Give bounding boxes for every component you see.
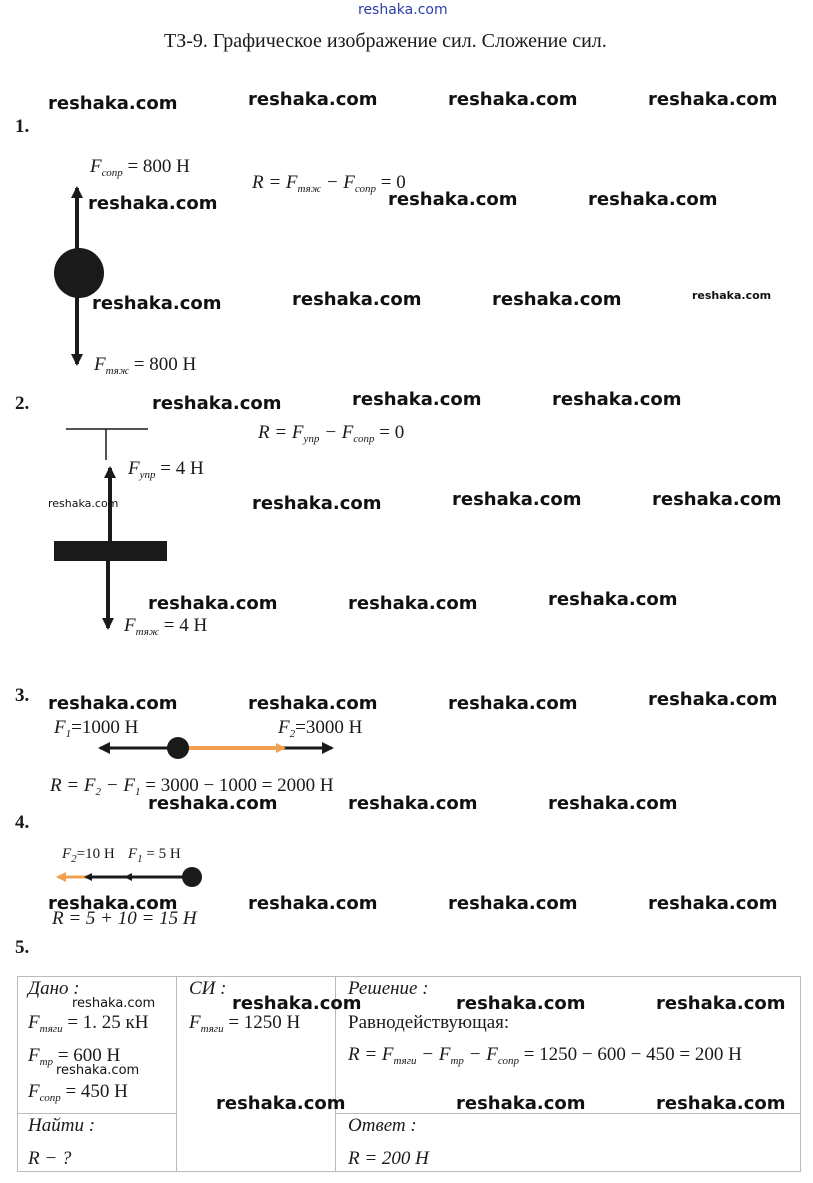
watermark: reshaka.com [692, 289, 772, 302]
task5-number: 5. [15, 937, 30, 958]
task3-diagram [100, 737, 332, 759]
solution-text: Равнодействующая: [348, 1012, 510, 1033]
watermark: reshaka.com [456, 993, 586, 1014]
task3-equation: $R = F_2 - F_1 = 3000 - 1000 = 2000$ Н [50, 775, 334, 798]
task2-force-top: $F_{упр} = 4$ Н [128, 458, 204, 481]
watermark: reshaka.com [292, 289, 422, 310]
watermark: reshaka.com [492, 289, 622, 310]
watermark: reshaka.com [48, 497, 119, 510]
answer-heading: Ответ : [348, 1115, 417, 1136]
page-title: ТЗ-9. Графическое изображение сил. Сложение сил. [164, 30, 607, 52]
watermark: reshaka.com [548, 589, 678, 610]
watermark: reshaka.com [248, 893, 378, 914]
given-resistance: $F_{сопр} = 450$ Н [28, 1081, 128, 1104]
task4-number: 4. [15, 812, 30, 833]
task2-force-bottom: $F_{тяж} = 4$ Н [124, 615, 208, 638]
watermark: reshaka.com [252, 493, 382, 514]
watermark: reshaka.com [248, 693, 378, 714]
watermark: reshaka.com [448, 89, 578, 110]
watermark: reshaka.com [352, 389, 482, 410]
task4-ball [182, 867, 202, 887]
task2-equation: $R = F_{упр} - F_{сопр} = 0$ [258, 422, 405, 445]
si-heading: СИ : [189, 978, 227, 999]
watermark: reshaka.com [656, 1093, 786, 1114]
watermark: reshaka.com [348, 593, 478, 614]
watermark: reshaka.com [456, 1093, 586, 1114]
given-heading: Дано : [28, 978, 80, 999]
watermark: reshaka.com [652, 489, 782, 510]
given-traction: $F_{тяги} = 1$. 25 кН [28, 1012, 149, 1035]
watermark: reshaka.com [48, 693, 178, 714]
task1-force-top: $F_{сопр} = 800$ Н [90, 156, 190, 179]
solution-equation: $R = F_{тяги} - F_{тр} - F_{сопр} = 1250 - 600 - 450 = 200$ Н [348, 1044, 742, 1067]
watermark: reshaka.com [452, 489, 582, 510]
task3-force2: $F_2=3000$ Н [278, 717, 363, 740]
watermark: reshaka.com [72, 996, 156, 1011]
task3-force1: $F_1=1000$ Н [54, 717, 139, 740]
watermark: reshaka.com [656, 993, 786, 1014]
watermark: reshaka.com [648, 893, 778, 914]
task4-force1: $F_1 = 5$ Н [128, 846, 181, 865]
site-header-watermark[interactable]: reshaka.com [358, 2, 448, 18]
task1-number: 1. [15, 116, 30, 137]
task3-ball [167, 737, 189, 759]
watermark: reshaka.com [48, 93, 178, 114]
task2-number: 2. [15, 393, 30, 414]
task4-diagram [58, 867, 202, 887]
si-traction: $F_{тяги} = 1250$ Н [189, 1012, 301, 1035]
watermark: reshaka.com [388, 189, 518, 210]
watermark: reshaka.com [648, 689, 778, 710]
solution-heading: Решение : [348, 978, 429, 999]
watermark: reshaka.com [648, 89, 778, 110]
watermark: reshaka.com [448, 893, 578, 914]
watermark: reshaka.com [216, 1093, 346, 1114]
watermark: reshaka.com [348, 793, 478, 814]
watermark: reshaka.com [588, 189, 718, 210]
watermark: reshaka.com [56, 1063, 140, 1078]
task1-ball [54, 248, 104, 298]
watermark: reshaka.com [548, 793, 678, 814]
task1-diagram [54, 188, 104, 364]
task4-force2: $F_2=10$ Н [62, 846, 115, 865]
task1-equation: $R = F_{тяж} - F_{сопр} = 0$ [252, 172, 406, 195]
watermark: reshaka.com [232, 993, 362, 1014]
watermark: reshaka.com [152, 393, 282, 414]
answer-value: R = 200 Н [348, 1148, 429, 1169]
watermark: reshaka.com [448, 693, 578, 714]
find-heading: Найти : [28, 1115, 96, 1136]
task3-number: 3. [15, 685, 30, 706]
watermark: reshaka.com [88, 193, 218, 214]
task2-body [54, 541, 167, 561]
watermark: reshaka.com [48, 893, 178, 914]
watermark: reshaka.com [148, 793, 278, 814]
task4-equation: R = 5 + 10 = 15 Н [52, 908, 197, 929]
watermark: reshaka.com [248, 89, 378, 110]
task1-force-bottom: $F_{тяж} = 800$ Н [94, 354, 197, 377]
find-value: R − ? [28, 1148, 72, 1169]
watermark: reshaka.com [92, 293, 222, 314]
watermark: reshaka.com [148, 593, 278, 614]
watermark: reshaka.com [552, 389, 682, 410]
given-friction: $F_{тр} = 600$ Н [28, 1045, 121, 1068]
